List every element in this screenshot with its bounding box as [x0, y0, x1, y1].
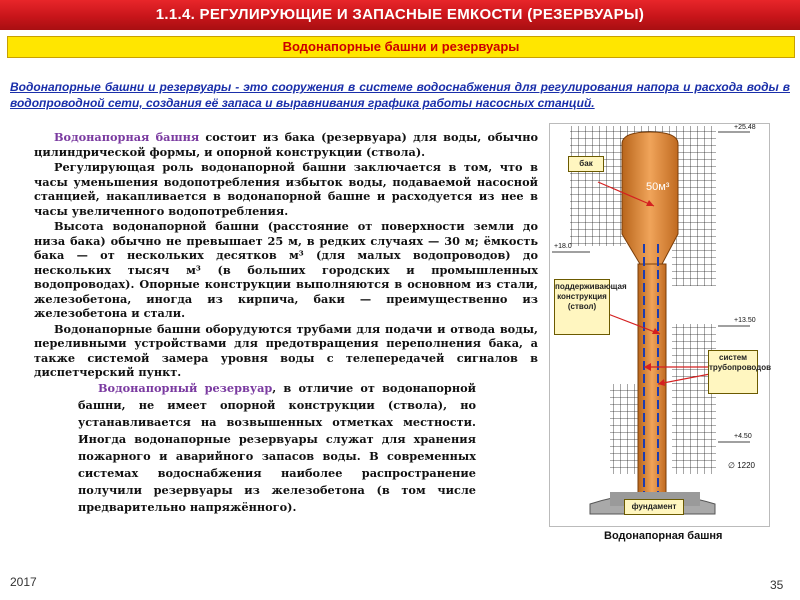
support-label: поддерживающая конструкция (ствол): [554, 279, 610, 335]
intro-paragraph: Водонапорные башни и резервуары - это сооружения в системе водоснабжения для регулирования напора и расхода воды в водопроводной сети, создания её запаса и выравнивания графика работы насосных станций.: [10, 80, 790, 110]
reservoir-text: [78, 380, 476, 516]
tank-volume: 50м³: [646, 181, 670, 193]
page-number: 35: [770, 578, 784, 592]
water-tower-diagram: [549, 123, 770, 527]
section-subtitle: Водонапорные башни и резервуары: [7, 36, 795, 58]
term-reservoir: Водонапорный резервуар: [98, 381, 273, 395]
tank-label: бак: [568, 156, 604, 172]
paragraph-1-text: состоит из бака (резервуара) для воды, обычно цилиндрической формы, и опорной конструкции (ствола).: [34, 130, 538, 159]
slide-title: 1.1.4. РЕГУЛИРУЮЩИЕ И ЗАПАСНЫЕ ЕМКОСТИ (РЕЗЕРВУАРЫ): [0, 0, 800, 30]
lattice-right-lower: [672, 324, 716, 474]
elevation-top: +25.48: [734, 124, 756, 131]
term-water-tower: Водонапорная башня: [54, 130, 200, 144]
elevation-4: +4.50: [734, 433, 752, 440]
paragraph-1: [34, 130, 538, 159]
foundation-label: фундамент: [624, 499, 684, 515]
paragraph-2: Регулирующая роль водонапорной башни заключается в том, что в часы уменьшения водопотребления избыток воды, подаваемой насосной станцией, накапливается в водонапорной башне и расходуется из нее в часы увеличенного водопотребления.: [34, 160, 538, 218]
elevation-13: +13.50: [734, 317, 756, 324]
main-text: [34, 130, 538, 381]
footer-year: 2017: [10, 575, 37, 589]
lattice-left: [570, 126, 626, 246]
elevation-18: +18.0: [554, 243, 572, 250]
pipes-label: систем трубопроводов: [708, 350, 758, 394]
paragraph-3: Высота водонапорной башни (расстояние от поверхности земли до низа бака) обычно не превышает 25 м, в редких случаях — 30 м; ёмкость бака — от нескольких десятков м³ (для малых водопроводов) до нескольких тысяч м³ (в больших городских и промышленных водопроводах). Опорные конструкции выполняются в основном из стали, железобетона, иногда из кирпича, баки — преимущественно из железобетона и стали.: [34, 219, 538, 320]
figure-caption: Водонапорная башня: [604, 530, 723, 542]
diameter-mark: ∅ 1220: [728, 461, 755, 470]
paragraph-4: Водонапорные башни оборудуются трубами для подачи и отвода воды, переливными устройствами для предотвращения переполнения бака, а также системой замера уровня воды с телепередачей сигналов в диспетчерский пункт.: [34, 321, 538, 379]
reservoir-paragraph-text: , в отличие от водонапорной башни, не имеет опорной конструкции (ствола), но устанавливается на возвышенных отметках местности. Иногда водонапорные резервуары служат для хранения пожарного и аварийного запасов воды. В современных системах водоснабжения наиболее распространение получили резервуары из железобетона (в том числе предварительно напряжённого).: [78, 381, 477, 514]
reservoir-paragraph: [78, 380, 476, 516]
lattice-right: [672, 126, 716, 286]
